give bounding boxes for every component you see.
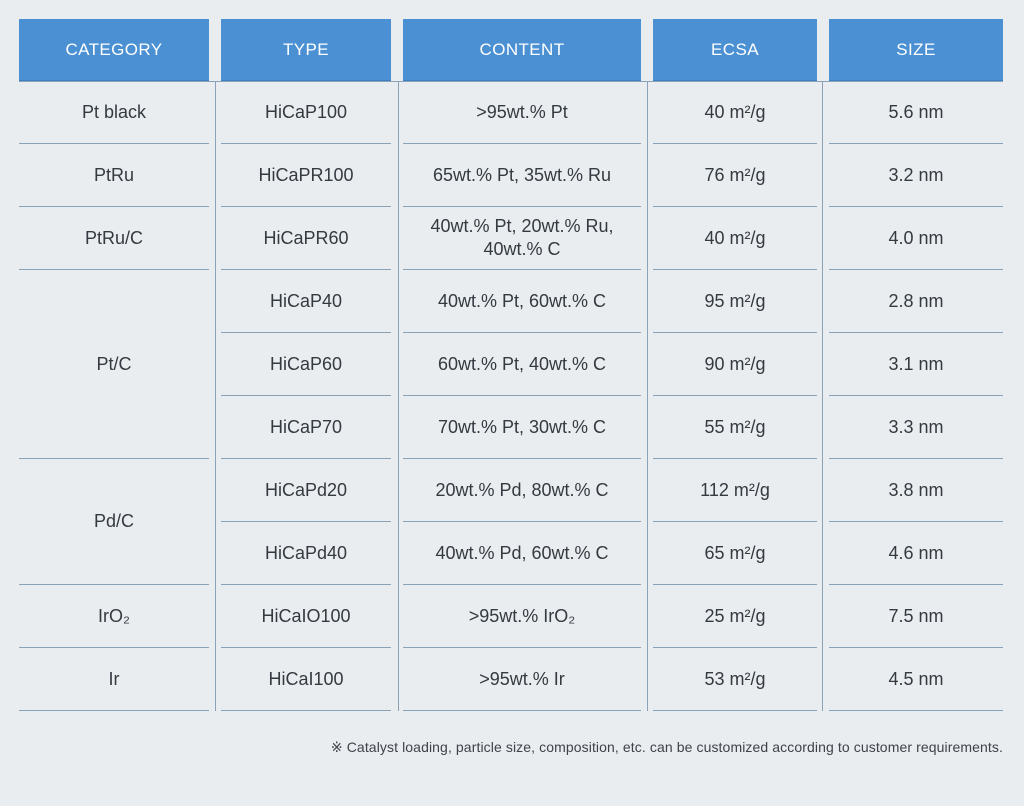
category-cell: PtRu/C: [19, 207, 209, 270]
type-cell: HiCaPd40: [221, 522, 391, 585]
size-cell: 4.0 nm: [829, 207, 1003, 270]
ecsa-cell: 112 m²/g: [653, 459, 817, 522]
header-ecsa: ECSA: [653, 19, 817, 81]
content-cell: 70wt.% Pt, 30wt.% C: [403, 396, 641, 459]
content-cell: 65wt.% Pt, 35wt.% Ru: [403, 144, 641, 207]
type-cell: HiCaP70: [221, 396, 391, 459]
catalyst-table: [19, 19, 1003, 711]
column-divider: [647, 81, 648, 711]
category-cell: Pt/C: [19, 270, 209, 459]
content-cell: >95wt.% Pt: [403, 81, 641, 144]
column-divider: [215, 81, 216, 711]
size-cell: 2.8 nm: [829, 270, 1003, 333]
header-category: CATEGORY: [19, 19, 209, 81]
type-cell: HiCaI100: [221, 648, 391, 711]
footnote: ※ Catalyst loading, particle size, composition, etc. can be customized according to customer requirements.: [330, 739, 1003, 755]
content-cell: >95wt.% IrO₂: [403, 585, 641, 648]
type-cell: HiCaPd20: [221, 459, 391, 522]
size-cell: 5.6 nm: [829, 81, 1003, 144]
ecsa-cell: 40 m²/g: [653, 207, 817, 270]
content-cell: 60wt.% Pt, 40wt.% C: [403, 333, 641, 396]
header-content: CONTENT: [403, 19, 641, 81]
column-divider: [822, 81, 823, 711]
table-body: [19, 81, 1003, 711]
content-cell: 40wt.% Pd, 60wt.% C: [403, 522, 641, 585]
size-cell: 3.2 nm: [829, 144, 1003, 207]
header-type: TYPE: [221, 19, 391, 81]
ecsa-cell: 95 m²/g: [653, 270, 817, 333]
ecsa-cell: 65 m²/g: [653, 522, 817, 585]
size-cell: 3.3 nm: [829, 396, 1003, 459]
content-cell: 20wt.% Pd, 80wt.% C: [403, 459, 641, 522]
content-cell: 40wt.% Pt, 60wt.% C: [403, 270, 641, 333]
type-cell: HiCaP100: [221, 81, 391, 144]
table-header: [19, 19, 1003, 81]
type-cell: HiCaPR100: [221, 144, 391, 207]
content-cell: [403, 207, 641, 270]
ecsa-cell: 55 m²/g: [653, 396, 817, 459]
size-cell: 4.5 nm: [829, 648, 1003, 711]
type-cell: HiCaP60: [221, 333, 391, 396]
type-cell: HiCaPR60: [221, 207, 391, 270]
size-cell: 3.8 nm: [829, 459, 1003, 522]
table-top-divider: [19, 81, 1003, 82]
ecsa-cell: 90 m²/g: [653, 333, 817, 396]
type-cell: HiCaP40: [221, 270, 391, 333]
category-cell: Ir: [19, 648, 209, 711]
type-cell: HiCaIO100: [221, 585, 391, 648]
category-cell: PtRu: [19, 144, 209, 207]
content-line: 40wt.% C: [483, 239, 561, 259]
ecsa-cell: 25 m²/g: [653, 585, 817, 648]
ecsa-cell: 40 m²/g: [653, 81, 817, 144]
size-cell: 4.6 nm: [829, 522, 1003, 585]
category-cell: Pd/C: [19, 459, 209, 585]
ecsa-cell: 53 m²/g: [653, 648, 817, 711]
category-cell: Pt black: [19, 81, 209, 144]
size-cell: 7.5 nm: [829, 585, 1003, 648]
ecsa-cell: 76 m²/g: [653, 144, 817, 207]
category-cell: IrO₂: [19, 585, 209, 648]
header-size: SIZE: [829, 19, 1003, 81]
content-line: 40wt.% Pt, 20wt.% Ru,: [430, 216, 614, 236]
size-cell: 3.1 nm: [829, 333, 1003, 396]
column-divider: [398, 81, 399, 711]
content-cell: >95wt.% Ir: [403, 648, 641, 711]
